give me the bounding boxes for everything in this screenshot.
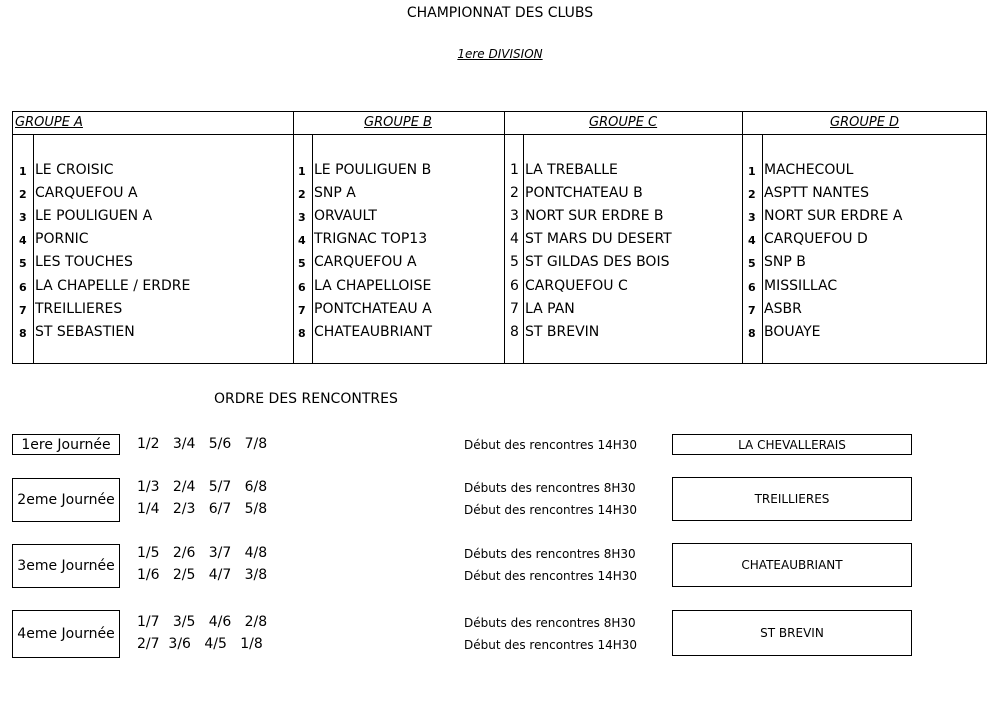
team-name: ST BREVIN — [525, 323, 600, 340]
team-rank: 1 — [19, 165, 27, 178]
team-rank: 4 — [748, 234, 756, 248]
team-name: MACHECOUL — [764, 162, 854, 178]
team-rank: 5 — [298, 257, 306, 271]
column-divider — [293, 112, 294, 363]
day-label: 2eme Journée — [12, 478, 120, 522]
team-rank: 6 — [298, 280, 306, 294]
team-name: NORT SUR ERDRE B — [525, 208, 664, 225]
venue-box: LA CHEVALLERAIS — [672, 434, 912, 455]
team-name: BOUAYE — [764, 323, 821, 340]
team-rank: 2 — [510, 185, 519, 202]
start-time: Débuts des rencontres 8H30 — [464, 547, 636, 561]
team-rank: 2 — [748, 188, 756, 202]
groups-table — [12, 111, 987, 364]
number-divider — [312, 134, 313, 363]
venue-box: TREILLIERES — [672, 477, 912, 521]
team-name: ORVAULT — [314, 208, 377, 225]
team-rank: 2 — [298, 188, 306, 202]
team-rank: 3 — [19, 211, 27, 225]
match-pairings: 1/6 2/5 4/7 3/8 — [137, 567, 268, 583]
team-name: NORT SUR ERDRE A — [764, 208, 903, 225]
team-rank: 1 — [748, 165, 756, 178]
match-pairings: 1/3 2/4 5/7 6/8 — [137, 479, 268, 495]
header-divider — [13, 134, 986, 135]
team-name: CARQUEFOU A — [35, 185, 138, 202]
column-divider — [504, 112, 505, 363]
team-name: LA CHAPELLOISE — [314, 277, 432, 294]
group-a-header: GROUPE A — [15, 115, 83, 130]
team-name: ST SEBASTIEN — [35, 323, 135, 340]
venue-box: CHATEAUBRIANT — [672, 543, 912, 587]
match-pairings: 1/5 2/6 3/7 4/8 — [137, 545, 268, 561]
match-pairings: 1/2 3/4 5/6 7/8 — [137, 436, 268, 452]
team-name: LE POULIGUEN A — [35, 208, 153, 225]
group-d-header: GROUPE D — [830, 115, 900, 130]
team-rank: 8 — [19, 326, 27, 340]
team-rank: 7 — [510, 300, 519, 317]
start-time: Début des rencontres 14H30 — [464, 569, 638, 583]
team-rank: 3 — [748, 211, 756, 225]
number-divider — [33, 134, 34, 363]
team-rank: 7 — [748, 303, 756, 317]
team-rank: 5 — [748, 257, 756, 271]
team-name: PONTCHATEAU B — [525, 185, 643, 202]
team-rank: 5 — [510, 254, 519, 271]
schedule-title: ORDRE DES RENCONTRES — [214, 391, 398, 407]
match-pairings: 1/4 2/3 6/7 5/8 — [137, 501, 268, 517]
number-divider — [762, 134, 763, 363]
day-label: 4eme Journée — [12, 610, 120, 658]
team-name: MISSILLAC — [764, 277, 838, 294]
team-rank: 6 — [19, 280, 27, 294]
team-rank: 3 — [298, 211, 306, 225]
number-divider — [523, 134, 524, 363]
team-rank: 8 — [748, 326, 756, 340]
team-name: ST GILDAS DES BOIS — [525, 254, 670, 271]
team-name: LA CHAPELLE / ERDRE — [35, 277, 191, 294]
team-name: CARQUEFOU C — [525, 277, 628, 294]
team-rank: 4 — [19, 234, 27, 248]
start-time: Début des rencontres 14H30 — [464, 503, 638, 517]
team-name: LES TOUCHES — [35, 254, 133, 271]
team-name: LE POULIGUEN B — [314, 162, 432, 178]
team-name: LA TREBALLE — [525, 162, 618, 178]
team-rank: 2 — [19, 188, 27, 202]
match-pairings: 1/7 3/5 4/6 2/8 — [137, 614, 268, 630]
group-b-header: GROUPE B — [364, 115, 432, 130]
team-name: CHATEAUBRIANT — [314, 323, 433, 340]
team-rank: 5 — [19, 257, 27, 271]
team-name: ST MARS DU DESERT — [525, 231, 672, 248]
venue-box: ST BREVIN — [672, 610, 912, 656]
team-name: LE CROISIC — [35, 162, 114, 178]
team-name: TRIGNAC TOP13 — [314, 231, 428, 248]
team-name: CARQUEFOU D — [764, 231, 868, 248]
team-rank: 6 — [748, 280, 756, 294]
team-rank: 7 — [298, 303, 306, 317]
team-name: CARQUEFOU A — [314, 254, 417, 271]
day-label: 3eme Journée — [12, 544, 120, 588]
start-time: Début des rencontres 14H30 — [464, 638, 638, 652]
team-rank: 8 — [510, 323, 519, 340]
team-name: SNP B — [764, 254, 806, 271]
page-title: CHAMPIONNAT DES CLUBS — [406, 5, 594, 21]
match-pairings: 2/7 3/6 4/5 1/8 — [137, 636, 263, 652]
start-time: Début des rencontres 14H30 — [464, 438, 638, 452]
team-name: TREILLIERES — [35, 300, 123, 317]
team-name: SNP A — [314, 185, 356, 202]
division-subtitle: 1ere DIVISION — [457, 47, 543, 61]
team-rank: 3 — [510, 208, 519, 225]
team-rank: 7 — [19, 303, 27, 317]
group-c-header: GROUPE C — [589, 115, 658, 130]
team-rank: 4 — [298, 234, 306, 248]
team-name: PORNIC — [35, 231, 89, 248]
team-name: PONTCHATEAU A — [314, 300, 432, 317]
team-name: ASBR — [764, 300, 802, 317]
start-time: Débuts des rencontres 8H30 — [464, 481, 636, 495]
team-rank: 4 — [510, 231, 519, 248]
team-name: LA PAN — [525, 300, 575, 317]
column-divider — [742, 112, 743, 363]
start-time: Débuts des rencontres 8H30 — [464, 616, 636, 630]
team-name: ASPTT NANTES — [764, 185, 870, 202]
day-label: 1ere Journée — [12, 434, 120, 455]
team-rank: 8 — [298, 326, 306, 340]
team-rank: 6 — [510, 277, 519, 294]
team-rank: 1 — [510, 162, 519, 178]
team-rank: 1 — [298, 165, 306, 178]
